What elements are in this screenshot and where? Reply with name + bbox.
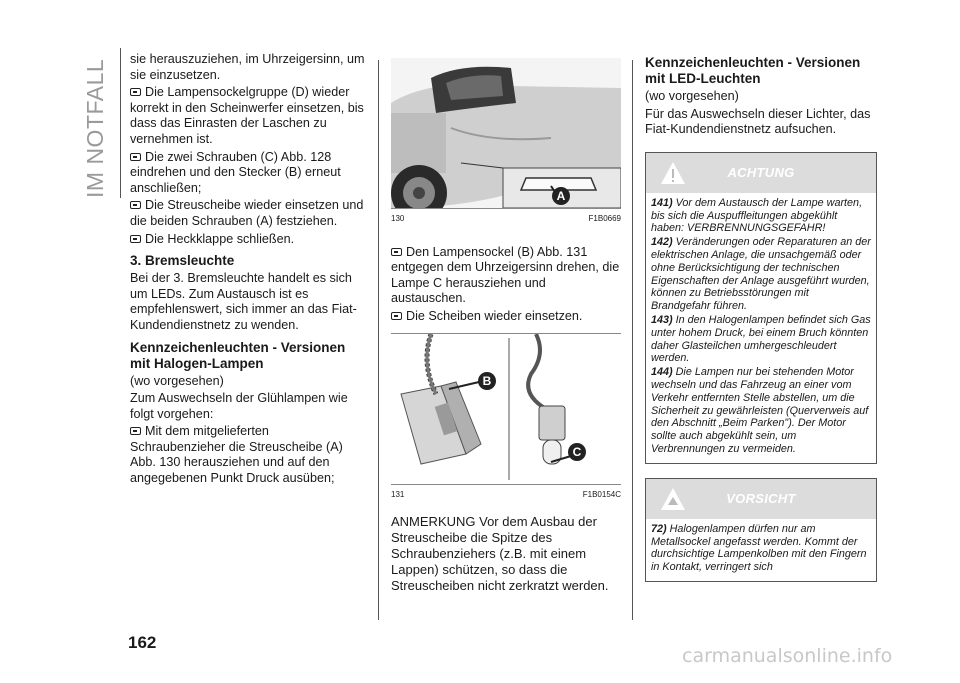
warning-title: ACHTUNG: [727, 164, 795, 180]
bullet-item: Die Heckklappe schließen.: [130, 232, 366, 248]
paragraph: sie herauszuziehen, im Uhrzeigersinn, um sie einzusetzen.: [130, 52, 365, 82]
warning-title: VORSICHT: [726, 490, 796, 506]
bullet-item: Die zwei Schrauben (C) Abb. 128 eindrehen und den Stecker (B) erneut anschließen;: [130, 149, 341, 195]
warning-header: [646, 479, 876, 519]
column-divider-2: [632, 60, 633, 620]
note-paragraph: ANMERKUNG Vor dem Ausbau der Streuscheibe die Spitze des Schraubenziehers (z.B. mit einem Lappen) schützen, so dass die Streuscheiben nicht zerkratzt werden.: [391, 514, 609, 594]
figure-number: 130: [391, 214, 405, 223]
warning-box-achtung: [645, 152, 877, 464]
paragraph: Für das Auswechseln dieser Lichter, das Fiat-Kundendienstnetz aufsuchen.: [645, 106, 871, 137]
paragraph: Zum Auswechseln der Glühlampen wie folgt vorgehen:: [130, 391, 348, 421]
figure-130: [391, 58, 621, 209]
column-divider-1: [378, 60, 379, 620]
figure-code: F1B0669: [588, 214, 621, 223]
heading-led: Kennzeichenleuchten - Versionen mit LED-Leuchten: [645, 55, 861, 86]
bullet-icon: [130, 88, 141, 96]
subheading: (wo vorgesehen): [645, 89, 739, 103]
warning-box-vorsicht: [645, 478, 877, 582]
bullet-item: Den Lampensockel (B) Abb. 131 entgegen dem Uhrzeigersinn drehen, die Lampe C herausziehen und austauschen.: [391, 244, 620, 306]
page-number: 162: [128, 633, 157, 652]
figure-number: 131: [391, 489, 405, 499]
section-divider: [120, 48, 121, 198]
bullet-icon: [130, 153, 141, 161]
heading-bremsleuchte: 3. Bremsleuchte: [130, 253, 235, 269]
callout-b: B: [482, 373, 492, 388]
column-1: [130, 52, 366, 489]
figure-code: F1B0154C: [582, 489, 621, 499]
paragraph: Bei der 3. Bremsleuchte handelt es sich um LEDs. Zum Austausch ist es empfehlenswert, sich immer an das Fiat-Kundendienstnetz zu wenden.: [130, 271, 357, 332]
warning-body: 72) Halogenlampen dürfen nur am Metallsockel angefasst werden. Kommt der durchsichtige Lampenkolben mit den Fingern in Kontakt, verringert sich: [651, 522, 867, 574]
column-2: [391, 58, 621, 596]
bullet-icon: [130, 235, 141, 243]
heading-halogen: Kennzeichenleuchten - Versionen mit Halogen-Lampen: [130, 339, 346, 371]
bullet-item: Die Scheiben wieder einsetzen.: [391, 309, 621, 325]
watermark[interactable]: carmanualsonline.info: [682, 645, 893, 667]
warning-header: [646, 153, 876, 193]
bullet-icon: [130, 201, 141, 209]
bullet-icon: [130, 427, 141, 435]
car-rear-illustration: [391, 58, 621, 208]
callout-a: A: [556, 189, 566, 203]
bullet-item: Die Lampensockelgruppe (D) wieder korrekt in den Scheinwerfer einsetzen, bis dass das Einrasten der Laschen zu vernehmen ist.: [130, 85, 364, 146]
bullet-item: Mit dem mitgelieferten Schraubenzieher die Streuscheibe (A) Abb. 130 herausziehen und auf den angegebenen Punkt Druck ausüben;: [130, 424, 343, 486]
callout-c: C: [572, 444, 582, 459]
column-3: [645, 55, 877, 582]
figure-caption: [391, 487, 621, 503]
warning-body: 141) Vor dem Austausch der Lampe warten, bis sich die Auspuffleitungen abgekühlt haben: VERBRENNUNGSGEFAHR! 142) Veränderungen oder Reparaturen an der elektrischen Anlage, die unsachgemäß oder ohne Berücksichtigung der technischen Eigenschaften der Anlage ausgeführt wurden, können zu Betriebsstörungen mit Brandgefahr führen. 143) In den Halogenlampen befindet sich Gas unter hohem Druck, bei einem Bruch könnten daher Glasteilchen umhergeschleudert werden. 144) Die Lampen nur bei stehenden Motor wechseln und das Fahrzeug an einer vom Verkehr entfernten Stelle abstellen, um die Sicherheit zu gewährleisten (Querverweis auf den Abschnitt „Beim Parken"). Der Motor sollte auch abgekühlt sein, um Verbrennungen zu vermeiden.: [651, 196, 871, 455]
figure-caption: [391, 211, 621, 227]
figure-131: [391, 333, 621, 485]
bullet-item: Die Streuscheibe wieder einsetzen und die beiden Schrauben (A) festziehen.: [130, 198, 364, 228]
section-title: IM NOTFALL: [82, 58, 108, 198]
bullet-icon: [391, 312, 402, 320]
subheading: (wo vorgesehen): [130, 373, 224, 388]
bullet-icon: [391, 248, 402, 256]
lamp-holder-illustration: [391, 334, 621, 484]
